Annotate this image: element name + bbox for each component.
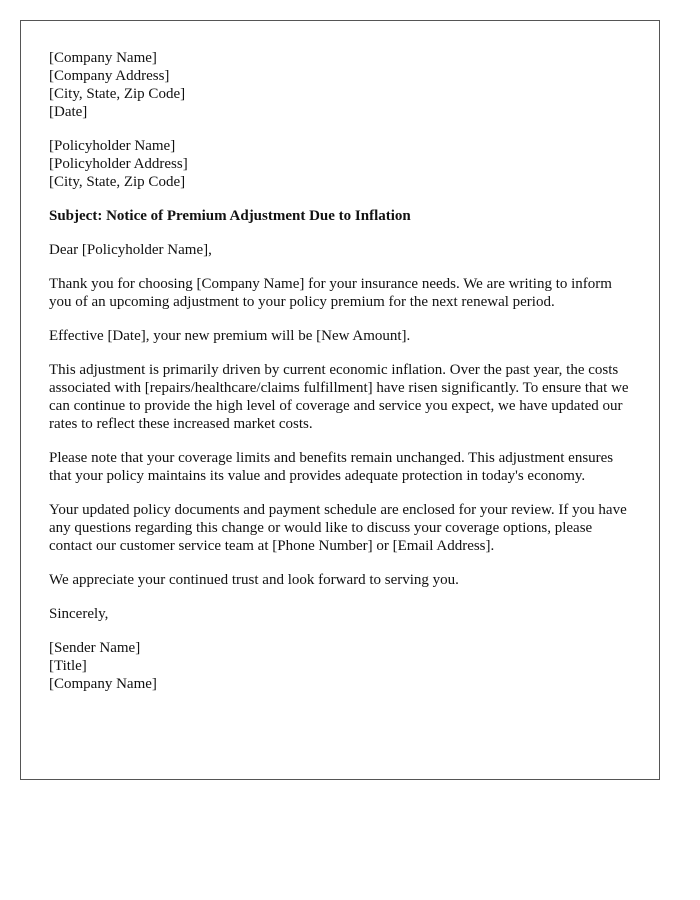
- signature-company-name: [Company Name]: [49, 676, 157, 692]
- signature-title: [Title]: [49, 658, 87, 674]
- body-paragraph: This adjustment is primarily driven by current economic inflation. Over the past year, the costs associated with [repairs/healthcare/claims fulfillment] have risen significantly. To ensure that we can continue to provide the high level of coverage and service you expect, we have updated our rates to reflect these increased market costs.: [49, 362, 629, 432]
- closing: Sincerely,: [49, 606, 109, 622]
- body-paragraph: We appreciate your continued trust and look forward to serving you.: [49, 572, 459, 588]
- signature-block: [49, 639, 631, 693]
- salutation: Dear [Policyholder Name],: [49, 242, 212, 258]
- recipient-address-block: [49, 137, 631, 191]
- sender-city-state-zip: [City, State, Zip Code]: [49, 86, 186, 102]
- body-paragraph: Your updated policy documents and payment schedule are enclosed for your review. If you have any questions regarding this change or would like to discuss your coverage options, please contact our customer service team at [Phone Number] or [Email Address].: [49, 502, 627, 554]
- letter-subject: Subject: Notice of Premium Adjustment Due to Inflation: [49, 208, 411, 224]
- recipient-city-state-zip: [City, State, Zip Code]: [49, 174, 186, 190]
- body-paragraph: Thank you for choosing [Company Name] for your insurance needs. We are writing to inform you of an upcoming adjustment to your policy premium for the next renewal period.: [49, 276, 612, 310]
- sender-company-name: [Company Name]: [49, 50, 157, 66]
- body-paragraph: Please note that your coverage limits and benefits remain unchanged. This adjustment ensures that your policy maintains its value and provides adequate protection in today's economy.: [49, 450, 614, 484]
- letter-date: [Date]: [49, 104, 88, 120]
- signature-sender-name: [Sender Name]: [49, 640, 141, 656]
- recipient-address: [Policyholder Address]: [49, 156, 188, 172]
- recipient-name: [Policyholder Name]: [49, 138, 176, 154]
- letter-page: [20, 20, 660, 780]
- sender-company-address: [Company Address]: [49, 68, 170, 84]
- sender-address-block: [49, 49, 631, 121]
- body-paragraph: Effective [Date], your new premium will be [New Amount].: [49, 328, 411, 344]
